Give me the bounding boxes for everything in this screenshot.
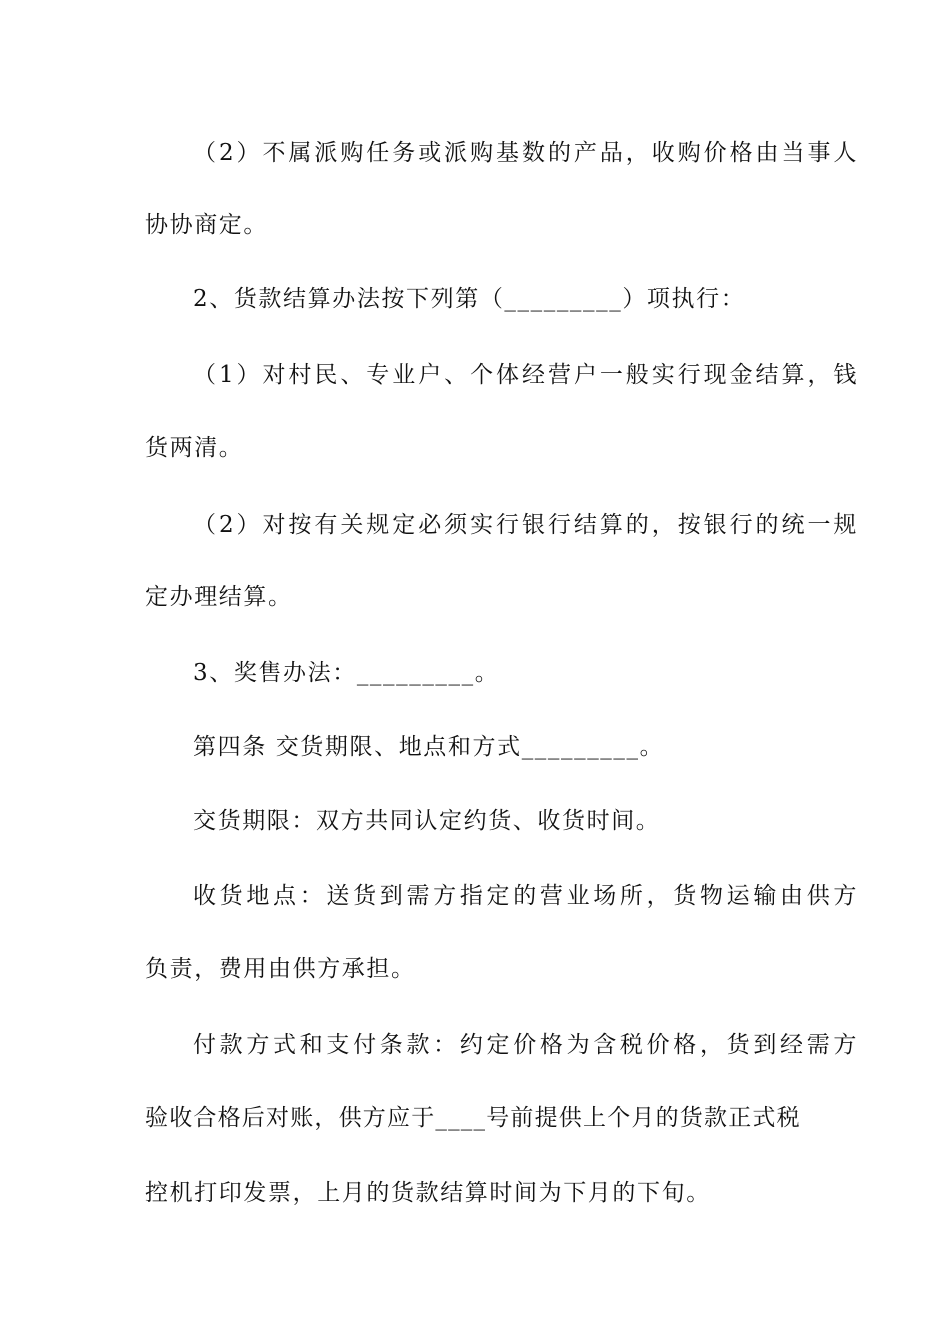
paragraph-line: （2）对按有关规定必须实行银行结算的，按银行的统一规 (193, 512, 858, 538)
paragraph-line: 负责，费用由供方承担。 (145, 956, 416, 982)
paragraph-line: （1）对村民、专业户、个体经营户一般实行现金结算，钱 (193, 362, 858, 388)
paragraph-line: 协协商定。 (145, 212, 268, 238)
paragraph-line: 定办理结算。 (145, 584, 293, 610)
paragraph-line: 控机打印发票，上月的货款结算时间为下月的下旬。 (145, 1180, 711, 1206)
section-heading: 第四条 交货期限、地点和方式_________。 (193, 734, 665, 760)
paragraph-line: 验收合格后对账，供方应于____号前提供上个月的货款正式税 (145, 1105, 801, 1131)
paragraph-line: 交货期限：双方共同认定约货、收货时间。 (193, 808, 661, 834)
paragraph-line: （2）不属派购任务或派购基数的产品，收购价格由当事人 (193, 140, 858, 166)
paragraph-line: 货两清。 (145, 435, 244, 461)
paragraph-line: 2、货款结算办法按下列第（_________）项执行： (193, 286, 746, 312)
paragraph-line: 3、奖售办法：_________。 (193, 660, 500, 686)
paragraph-line: 收货地点：送货到需方指定的营业场所，货物运输由供方 (193, 883, 858, 909)
paragraph-line: 付款方式和支付条款：约定价格为含税价格，货到经需方 (193, 1032, 858, 1058)
